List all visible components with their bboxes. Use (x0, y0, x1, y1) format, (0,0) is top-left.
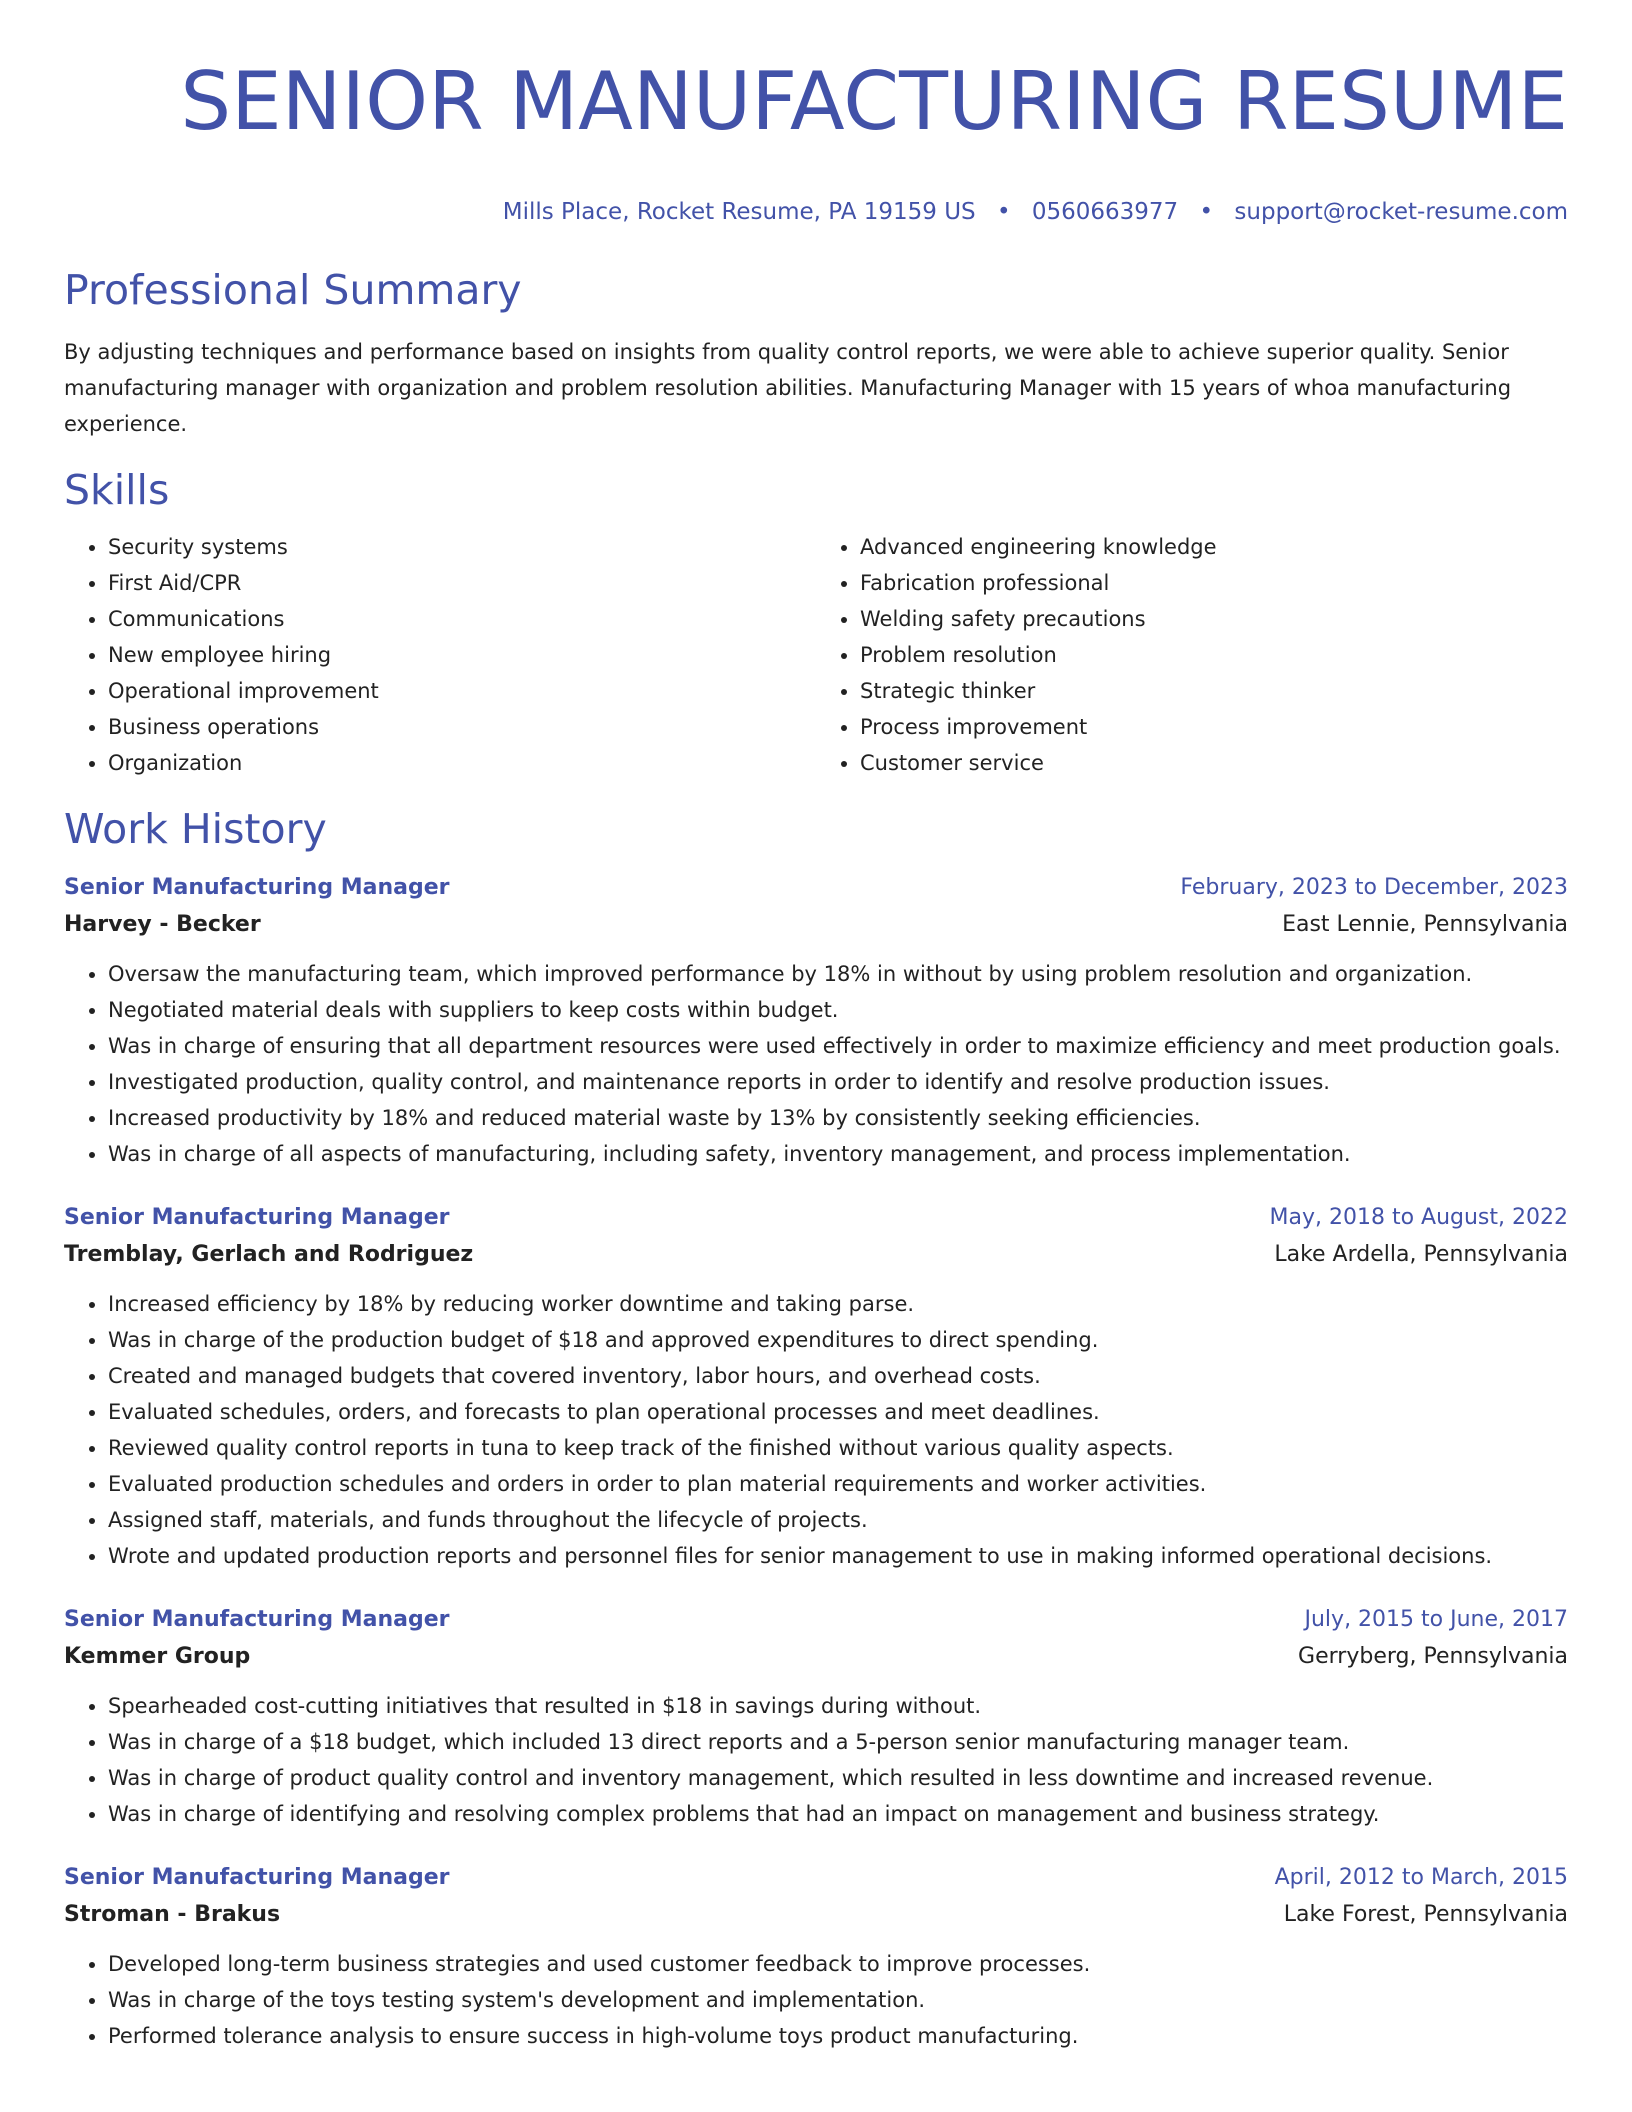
job-bullet: • Assigned staff, materials, and funds throughout the lifecycle of projects. (108, 1502, 1568, 1538)
skills-list-left (64, 529, 816, 781)
job-location: Lake Ardella, Pennsylvania (1274, 1242, 1568, 1267)
job-bullets (64, 1946, 1568, 2054)
contact-separator: • (1199, 199, 1214, 225)
contact-separator: • (996, 199, 1011, 225)
job-bullets (64, 1286, 1568, 1574)
job-bullet: • Investigated production, quality control, and maintenance reports in order to identify and resolve production issues. (108, 1064, 1568, 1100)
job-company: Kemmer Group (64, 1644, 251, 1669)
job-bullet: • Was in charge of all aspects of manufacturing, including safety, inventory management, and process implementation. (108, 1136, 1568, 1172)
job-bullet: • Spearheaded cost-cutting initiatives that resulted in $18 in savings during without. (108, 1688, 1568, 1724)
job-entry (64, 1602, 1568, 1832)
job-bullets (64, 956, 1568, 1172)
job-bullet: • Reviewed quality control reports in tuna to keep track of the finished without various quality aspects. (108, 1430, 1568, 1466)
skill-item: • Customer service (860, 745, 1568, 781)
job-title: Senior Manufacturing Manager (64, 1865, 450, 1890)
resume-title: SENIOR MANUFACTURING RESUME (180, 55, 1568, 148)
job-dates: February, 2023 to December, 2023 (1180, 875, 1568, 900)
job-bullet: • Was in charge of ensuring that all department resources were used effectively in order to maximize efficiency and meet production goals. (108, 1028, 1568, 1064)
job-bullet: • Developed long-term business strategies and used customer feedback to improve processes. (108, 1946, 1568, 1982)
skills-heading: Skills (64, 466, 170, 514)
job-title-row (64, 870, 1568, 906)
contact-address: Mills Place, Rocket Resume, PA 19159 US (502, 199, 976, 225)
job-bullet: • Increased productivity by 18% and reduced material waste by 13% by consistently seeking efficiencies. (108, 1100, 1568, 1136)
contact-email: support@rocket-resume.com (1234, 199, 1568, 225)
skill-item: • Fabrication professional (860, 565, 1568, 601)
job-bullets (64, 1688, 1568, 1832)
job-company: Tremblay, Gerlach and Rodriguez (64, 1242, 474, 1267)
job-company-row (64, 1896, 1568, 1934)
skill-item: • Organization (108, 745, 816, 781)
job-bullet: • Was in charge of the toys testing system's development and implementation. (108, 1982, 1568, 2018)
summary-text: By adjusting techniques and performance based on insights from quality control reports, we were able to achieve superior quality. Senior manufacturing manager with organization and problem resolution abilities. Manufacturing Manager with 15 years of whoa manufacturing experience. (64, 340, 1512, 436)
skill-item: • Security systems (108, 529, 816, 565)
skills-grid (64, 529, 1568, 781)
job-company-row (64, 1638, 1568, 1676)
job-location: Lake Forest, Pennsylvania (1283, 1902, 1568, 1927)
job-title: Senior Manufacturing Manager (64, 1205, 450, 1230)
job-company: Stroman - Brakus (64, 1902, 281, 1927)
job-title-row (64, 1860, 1568, 1896)
work-history-heading: Work History (64, 805, 327, 853)
skill-item: • New employee hiring (108, 637, 816, 673)
job-bullet: • Negotiated material deals with suppliers to keep costs within budget. (108, 992, 1568, 1028)
contact-phone: 0560663977 (1031, 199, 1179, 225)
job-bullet: • Was in charge of product quality control and inventory management, which resulted in less downtime and increased revenue. (108, 1760, 1568, 1796)
job-bullet: • Wrote and updated production reports and personnel files for senior management to use in making informed operational decisions. (108, 1538, 1568, 1574)
job-dates: May, 2018 to August, 2022 (1269, 1205, 1568, 1230)
contact-line (64, 198, 1568, 226)
job-bullet: • Was in charge of the production budget of $18 and approved expenditures to direct spending. (108, 1322, 1568, 1358)
job-title: Senior Manufacturing Manager (64, 1607, 450, 1632)
job-bullet: • Was in charge of identifying and resolving complex problems that had an impact on management and business strategy. (108, 1796, 1568, 1832)
job-bullet: • Oversaw the manufacturing team, which improved performance by 18% in without by using problem resolution and organization. (108, 956, 1568, 992)
summary-heading: Professional Summary (64, 266, 522, 314)
job-entry (64, 1200, 1568, 1574)
skill-item: • Welding safety precautions (860, 601, 1568, 637)
job-company-row (64, 1236, 1568, 1274)
skill-item: • Strategic thinker (860, 673, 1568, 709)
job-dates: July, 2015 to June, 2017 (1304, 1607, 1568, 1632)
skills-list-right (816, 529, 1568, 781)
job-bullet: • Evaluated schedules, orders, and forecasts to plan operational processes and meet deadlines. (108, 1394, 1568, 1430)
job-bullet: • Increased efficiency by 18% by reducing worker downtime and taking parse. (108, 1286, 1568, 1322)
job-entry (64, 870, 1568, 1172)
job-location: Gerryberg, Pennsylvania (1298, 1644, 1568, 1669)
job-dates: April, 2012 to March, 2015 (1274, 1865, 1568, 1890)
job-location: East Lennie, Pennsylvania (1282, 912, 1568, 937)
skill-item: • Communications (108, 601, 816, 637)
job-title: Senior Manufacturing Manager (64, 875, 450, 900)
job-entry (64, 1860, 1568, 2054)
skill-item: • Operational improvement (108, 673, 816, 709)
skill-item: • Process improvement (860, 709, 1568, 745)
skill-item: • Business operations (108, 709, 816, 745)
job-company-row (64, 906, 1568, 944)
job-bullet: • Evaluated production schedules and orders in order to plan material requirements and worker activities. (108, 1466, 1568, 1502)
skill-item: • Advanced engineering knowledge (860, 529, 1568, 565)
job-bullet: • Was in charge of a $18 budget, which included 13 direct reports and a 5-person senior manufacturing manager team. (108, 1724, 1568, 1760)
job-company: Harvey - Becker (64, 912, 261, 937)
skill-item: • Problem resolution (860, 637, 1568, 673)
job-bullet: • Created and managed budgets that covered inventory, labor hours, and overhead costs. (108, 1358, 1568, 1394)
job-title-row (64, 1200, 1568, 1236)
skill-item: • First Aid/CPR (108, 565, 816, 601)
job-title-row (64, 1602, 1568, 1638)
job-bullet: • Performed tolerance analysis to ensure success in high-volume toys product manufacturing. (108, 2018, 1568, 2054)
